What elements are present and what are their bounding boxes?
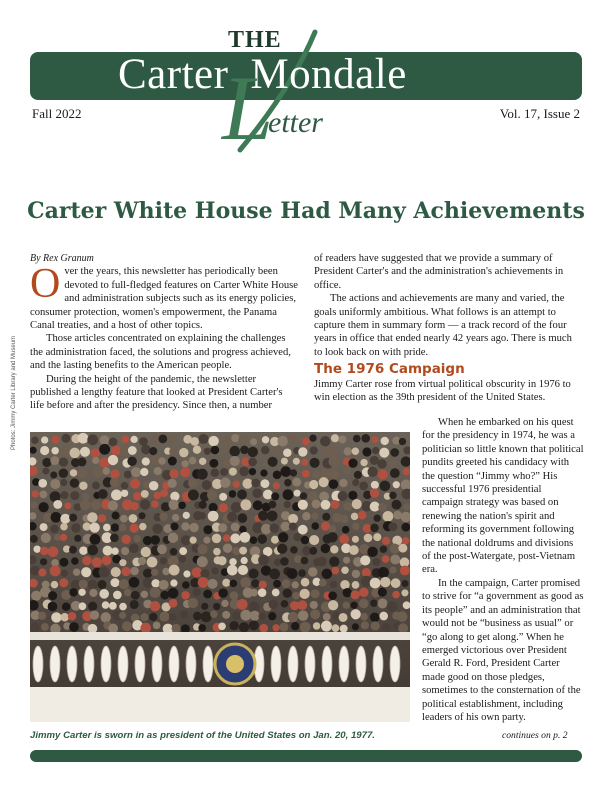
issue-volume: Vol. 17, Issue 2 bbox=[499, 106, 580, 121]
article-right-column bbox=[314, 252, 582, 404]
section-subhead: The 1976 Campaign bbox=[314, 361, 465, 378]
drop-cap: O bbox=[30, 261, 61, 308]
footer-bar bbox=[30, 750, 582, 762]
masthead-initial: L bbox=[222, 57, 274, 159]
page-headline: Carter White House Had Many Achievements bbox=[27, 198, 585, 224]
article-left-column bbox=[30, 252, 298, 413]
article-paragraph bbox=[30, 261, 299, 332]
article-right-column-narrow bbox=[422, 416, 584, 724]
photo-credit: Photos: Jimmy Carter Library and Museum bbox=[11, 335, 17, 450]
masthead-letter: etter bbox=[268, 106, 323, 139]
masthead-name-left: Carter bbox=[118, 51, 229, 98]
continues-note: continues on p. 2 bbox=[502, 730, 568, 741]
article-paragraph: The actions and achievements are many and varied, the goals uniformly ambitious. What follows is an attempt to capture them in summary form — a track record of the four years in office that ended nearly 42 years ago. There is much to look back on with pride. bbox=[314, 293, 572, 358]
article-paragraph: Those articles concentrated on explaining the challenges the administration faced, the solutions and progress achieved, and the lasting benefits to the American people. bbox=[30, 333, 291, 372]
article-paragraph: During the height of the pandemic, the newsletter published a lengthy feature that looked at President Carter's life before and after the presidency. Since then, a number bbox=[30, 373, 283, 412]
article-paragraph: of readers have suggested that we provide a summary of President Carter's and the administration's achievements in office. bbox=[314, 253, 564, 291]
paragraph-text: ver the years, this newsletter has periodically been devoted to full-fledged features on Carter White House and administration subjects such as its energy policies, consumer protection, women's empowerment, the Panama Canal treaties, and a host of other topics. bbox=[30, 266, 299, 332]
issue-season: Fall 2022 bbox=[32, 106, 82, 121]
masthead-name-right: Mondale bbox=[250, 51, 407, 98]
masthead-the: THE bbox=[228, 27, 282, 53]
article-paragraph: When he embarked on his quest for the presidency in 1974, he was a politician so little known that political pundits greeted his candidacy with the question “Jimmy who?” His successful 1976 presidential campaign strategy was based on renewing the nation's spirit and reforming its government following the national doldrums and divisions of the post-Watergate, post-Vietnam era. bbox=[422, 417, 584, 576]
inauguration-photo bbox=[30, 432, 410, 722]
photo-caption: Jimmy Carter is sworn in as president of the United States on Jan. 20, 1977. bbox=[30, 730, 375, 741]
byline: By Rex Granum bbox=[30, 253, 94, 264]
article-paragraph: Jimmy Carter rose from virtual political obscurity in 1976 to win election as the 39th president of the United States. bbox=[314, 378, 571, 404]
article-paragraph: In the campaign, Carter promised to strive for “a government as good as its people” and an administration that would not be “business as usual” or “go along to get along.” When he emerged victorious over President Gerald R. Ford, President Carter made good on those pledges, sometimes to the consternation of the political establishment, including leaders of his own party. bbox=[422, 577, 584, 723]
